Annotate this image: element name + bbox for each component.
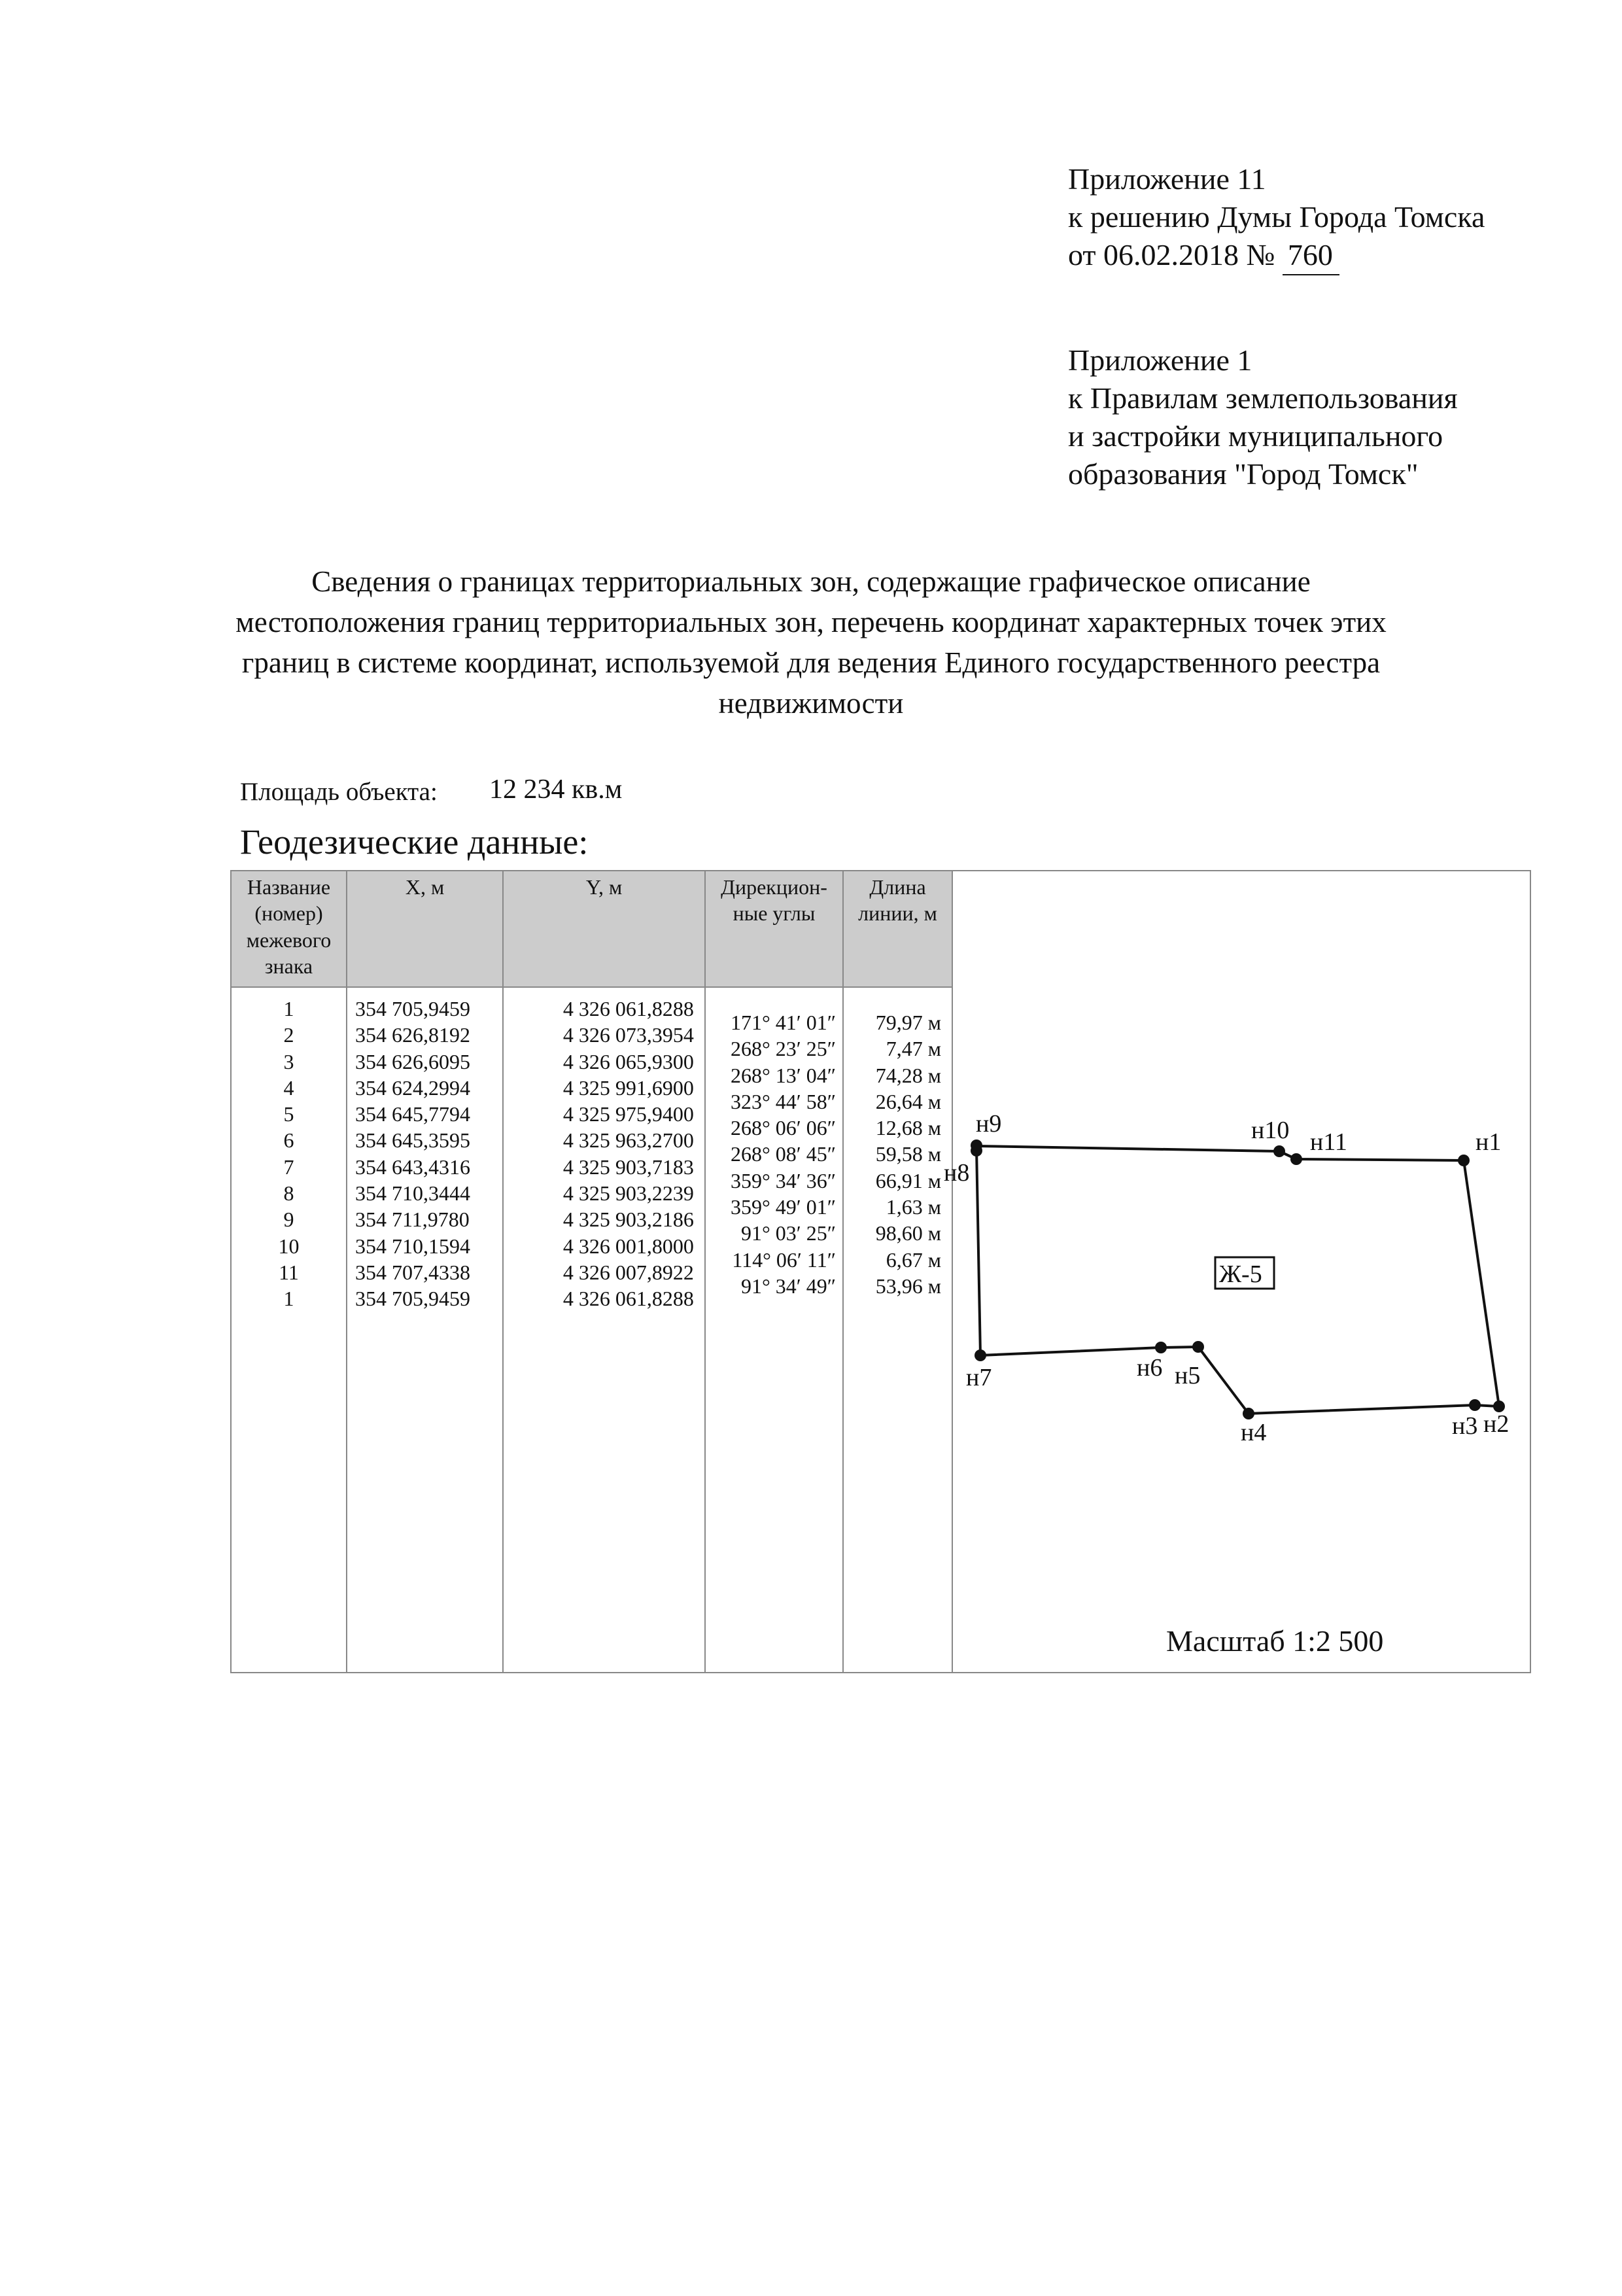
direction-angle: 268° 06′ 06″ (730, 1116, 837, 1140)
title-line: местоположения границ территориальных зон, перечень координат характерных точек этих (235, 606, 1387, 638)
area-label: Площадь объекта: (240, 778, 438, 806)
point-name: 3 (283, 1049, 294, 1073)
x-value: 354 645,3595 (354, 1128, 470, 1153)
direction-angle: 91° 03′ 25″ (740, 1221, 837, 1245)
label-n10: н10 (1251, 1117, 1290, 1144)
direction-angle: 359° 49′ 01″ (730, 1195, 837, 1219)
appendix-1-line3: и застройки муниципального (1068, 419, 1443, 453)
point-name: 9 (283, 1208, 294, 1232)
label-n9: н9 (976, 1110, 1002, 1138)
label-n2: н2 (1483, 1410, 1510, 1438)
appendix-11-date-text: от 06.02.2018 № (1068, 238, 1275, 271)
x-value: 354 645,7794 (354, 1102, 470, 1126)
label-n3: н3 (1452, 1412, 1478, 1440)
appendix-1-line2: к Правилам землепользования (1068, 381, 1458, 415)
label-n5: н5 (1175, 1362, 1201, 1389)
label-n8: н8 (944, 1159, 970, 1187)
vertex-n6 (1155, 1342, 1167, 1353)
title-line: Сведения о границах территориальных зон, содержащие графическое описание (311, 565, 1311, 598)
direction-angle: 114° 06′ 11″ (732, 1247, 837, 1272)
y-value: 4 326 073,3954 (562, 1023, 694, 1047)
y-value: 4 325 903,2186 (562, 1208, 694, 1232)
scale-label: Масштаб 1:2 500 (1166, 1624, 1384, 1658)
line-length: 53,96 м (875, 1274, 941, 1298)
vertex-n5 (1192, 1341, 1204, 1353)
x-value: 354 711,9780 (354, 1208, 470, 1232)
vertex-n10 (1273, 1145, 1285, 1157)
y-value: 4 325 975,9400 (562, 1102, 694, 1126)
y-value: 4 325 991,6900 (562, 1075, 694, 1100)
line-length: 26,64 м (875, 1089, 941, 1113)
line-length: 98,60 м (875, 1221, 941, 1245)
line-length: 79,97 м (875, 1011, 941, 1034)
title-line: границ в системе координат, используемой для ведения Единого государственного реестра (241, 646, 1381, 679)
zone-label-box (1215, 1257, 1274, 1289)
boundary-plan-panel (944, 870, 1531, 1673)
area-value: 12 234 кв.м (489, 774, 623, 805)
y-value: 4 326 061,8288 (562, 1287, 694, 1311)
direction-angle: 268° 13′ 04″ (730, 1063, 837, 1087)
point-name: 11 (279, 1260, 299, 1284)
column-header-name: Название (номер) межевого знака (231, 871, 347, 987)
line-length: 74,28 м (875, 1063, 941, 1087)
direction-angle: 323° 44′ 58″ (730, 1089, 837, 1113)
line-length: 1,63 м (886, 1195, 941, 1219)
label-n6: н6 (1137, 1354, 1163, 1382)
x-value: 354 705,9459 (354, 1287, 470, 1311)
point-name: 7 (283, 1155, 294, 1179)
column-header-x: X, м (347, 871, 503, 987)
x-value: 354 643,4316 (354, 1155, 470, 1179)
vertex-n3 (1469, 1399, 1481, 1411)
point-name: 10 (278, 1234, 300, 1258)
zone-label: Ж-5 (1219, 1261, 1262, 1288)
x-value: 354 624,2994 (354, 1075, 470, 1100)
label-n7: н7 (966, 1364, 992, 1391)
y-value: 4 325 903,7183 (562, 1155, 694, 1179)
point-name: 6 (283, 1128, 294, 1153)
x-value: 354 710,3444 (354, 1181, 470, 1206)
direction-angle: 171° 41′ 01″ (730, 1011, 837, 1034)
point-name: 5 (283, 1102, 294, 1126)
appendix-11-title: Приложение 11 (1068, 162, 1266, 196)
line-length: 7,47 м (886, 1037, 941, 1061)
y-value: 4 325 903,2239 (562, 1181, 694, 1206)
vertex-n1 (1458, 1155, 1470, 1166)
x-value: 354 626,6095 (354, 1049, 470, 1073)
appendix-11-decision: к решению Думы Города Томска (1068, 200, 1485, 234)
y-value: 4 326 001,8000 (562, 1234, 694, 1258)
y-value: 4 326 061,8288 (562, 997, 694, 1020)
label-n4: н4 (1241, 1419, 1267, 1446)
line-length: 59,58 м (875, 1142, 941, 1166)
vertex-n4 (1243, 1408, 1254, 1419)
label-n1: н1 (1475, 1128, 1502, 1156)
x-value: 354 705,9459 (354, 997, 470, 1020)
y-value: 4 326 065,9300 (562, 1049, 694, 1073)
appendix-1-line4: образования "Город Томск" (1068, 457, 1419, 491)
vertex-n7 (975, 1349, 986, 1361)
point-name: 2 (283, 1023, 294, 1047)
x-value: 354 710,1594 (354, 1234, 470, 1258)
boundary-plan (0, 1, 1622, 2296)
direction-angle: 359° 34′ 36″ (730, 1168, 837, 1192)
point-name: 1 (283, 1287, 294, 1311)
point-name: 4 (283, 1075, 294, 1100)
x-value: 354 626,8192 (354, 1023, 470, 1047)
y-value: 4 325 963,2700 (562, 1128, 694, 1153)
title-line: недвижимости (718, 687, 904, 720)
x-value: 354 707,4338 (354, 1260, 470, 1284)
column-header-direction: Дирекцион- ные углы (705, 871, 843, 987)
y-value: 4 326 007,8922 (562, 1260, 694, 1284)
appendix-1-title: Приложение 1 (1068, 343, 1252, 377)
direction-angle: 91° 34′ 49″ (740, 1274, 837, 1298)
vertex-n11 (1290, 1153, 1302, 1165)
column-header-y: Y, м (503, 871, 705, 987)
point-name: 1 (283, 997, 294, 1020)
line-length: 12,68 м (875, 1116, 941, 1140)
column-header-length: Длина линии, м (843, 871, 952, 987)
direction-angle: 268° 08′ 45″ (730, 1142, 837, 1166)
line-length: 66,91 м (875, 1168, 941, 1192)
line-length: 6,67 м (886, 1247, 941, 1272)
label-n11: н11 (1310, 1128, 1347, 1156)
point-name: 8 (283, 1181, 294, 1206)
direction-angle: 268° 23′ 25″ (730, 1037, 837, 1061)
decision-number: 760 (1283, 236, 1339, 275)
geodetic-heading: Геодезические данные: (240, 822, 589, 861)
vertex-n9 (971, 1139, 982, 1151)
